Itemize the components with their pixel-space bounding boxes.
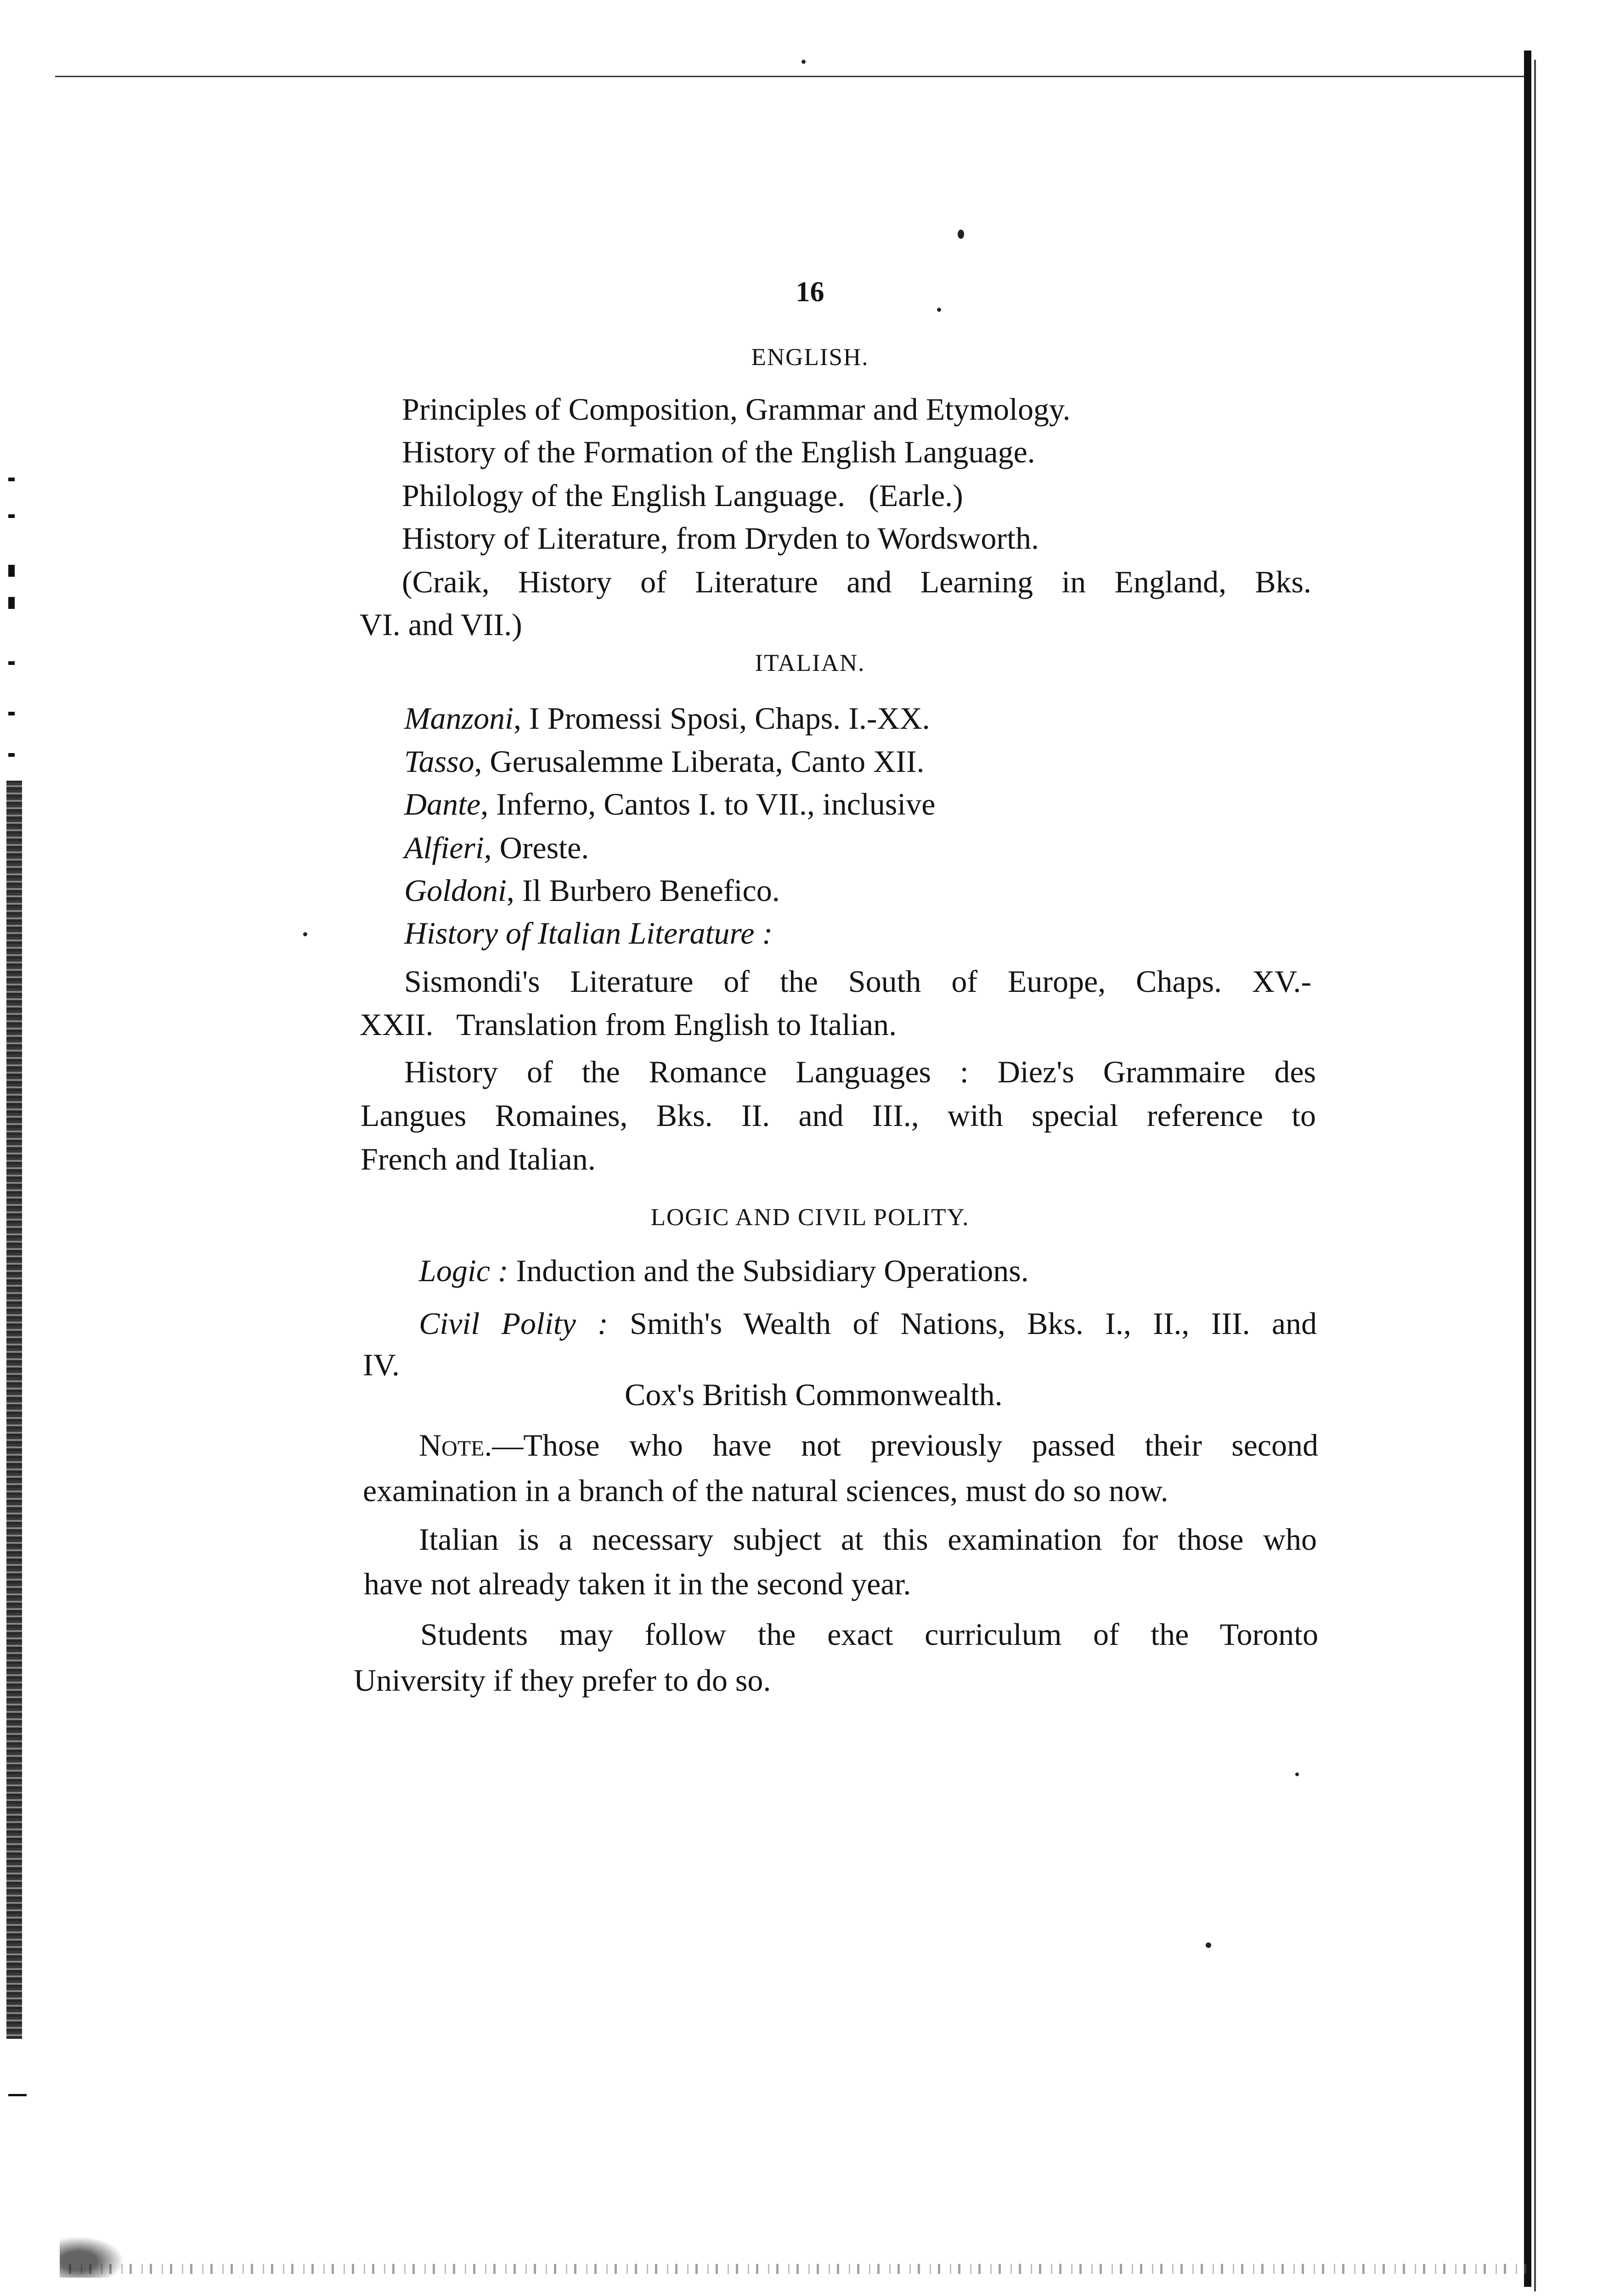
scan-speck: [802, 60, 806, 64]
note-label: Note.: [419, 1428, 492, 1463]
polity-label: Civil Polity :: [419, 1306, 608, 1341]
scan-right-edge: [1524, 51, 1531, 2287]
scan-bottom-edge: [69, 2264, 1530, 2274]
english-line: History of Literature, from Dryden to Wordsworth.: [402, 521, 1039, 556]
sismondi-line: Sismondi's Literature of the South of Europe, Chaps. XV.-: [404, 964, 1311, 999]
note-line: [419, 1429, 1318, 1461]
note-line: examination in a branch of the natural sciences, must do so now.: [363, 1473, 1168, 1508]
scan-top-edge: [55, 76, 1525, 77]
scan-right-edge-shadow: [1534, 60, 1536, 2291]
author-name: Goldoni: [404, 873, 507, 908]
scan-left-mark: [8, 514, 15, 518]
logic-label: Logic :: [419, 1253, 508, 1288]
work-title: , Inferno, Cantos I. to VII., inclusive: [480, 787, 936, 822]
scan-smudge: [60, 2236, 124, 2278]
english-line: Principles of Composition, Grammar and Etymology.: [402, 392, 1071, 427]
italian-item: [404, 703, 930, 734]
italian-heading: ITALIAN.: [755, 650, 865, 676]
scan-left-mark: [8, 565, 15, 577]
work-title: , Gerusalemme Liberata, Canto XII.: [474, 744, 925, 779]
author-name: Manzoni: [404, 701, 514, 736]
italian-note-line: Italian is a necessary subject at this examination for those who: [419, 1522, 1317, 1557]
author-name: Dante: [404, 787, 481, 822]
logic-text: Induction and the Subsidiary Operations.: [508, 1253, 1029, 1288]
polity-line: Cox's British Commonwealth.: [625, 1377, 1003, 1412]
polity-text: Smith's Wealth of Nations, Bks. I., II., III. and: [608, 1306, 1317, 1341]
scan-speck: [1295, 1773, 1299, 1776]
scan-left-mark: [8, 597, 15, 609]
logic-line: [419, 1255, 1029, 1286]
scan-left-mark: [8, 712, 15, 715]
scan-left-edge: [6, 781, 22, 2039]
english-line: VI. and VII.): [360, 607, 522, 642]
polity-line: [419, 1308, 1317, 1339]
scan-speck: [1206, 1942, 1211, 1948]
italian-item: [404, 875, 780, 906]
logic-heading: LOGIC AND CIVIL POLITY.: [650, 1204, 970, 1231]
italian-item: [404, 788, 935, 820]
history-subheading: History of Italian Literature :: [404, 916, 773, 951]
scan-speck: [937, 308, 941, 312]
scan-left-mark: [8, 753, 15, 757]
work-title: , Il Burbero Benefico.: [506, 873, 780, 908]
work-title: , Oreste.: [484, 830, 589, 865]
english-line: History of the Formation of the English Language.: [402, 434, 1035, 469]
english-line: Philology of the English Language. (Earle.): [402, 478, 963, 513]
work-title: , I Promessi Sposi, Chaps. I.-XX.: [514, 701, 930, 736]
author-name: Alfieri: [404, 830, 484, 865]
note-text: —Those who have not previously passed their second: [492, 1428, 1318, 1463]
scan-speck: [303, 932, 307, 936]
author-name: Tasso: [404, 744, 474, 779]
italian-item: [404, 832, 589, 863]
romance-line: French and Italian.: [361, 1142, 596, 1176]
students-line: Students may follow the exact curriculum of the Toronto: [420, 1617, 1318, 1652]
romance-line: Langues Romaines, Bks. II. and III., with special reference to: [361, 1098, 1316, 1133]
italian-note-line: have not already taken it in the second year.: [364, 1566, 911, 1601]
page-number: 16: [796, 276, 824, 308]
scan-speck: [958, 230, 964, 239]
english-heading: ENGLISH.: [751, 344, 869, 371]
english-line: (Craik, History of Literature and Learning in England, Bks.: [402, 564, 1311, 599]
scan-left-mark: [8, 478, 15, 481]
students-line: University if they prefer to do so.: [354, 1663, 771, 1698]
romance-line: History of the Romance Languages : Diez's Grammaire des: [404, 1054, 1316, 1089]
italian-item: [404, 746, 924, 777]
scan-left-mark: [8, 2094, 27, 2096]
polity-line: IV.: [363, 1347, 400, 1382]
sismondi-line: XXII. Translation from English to Italian.: [360, 1007, 897, 1042]
